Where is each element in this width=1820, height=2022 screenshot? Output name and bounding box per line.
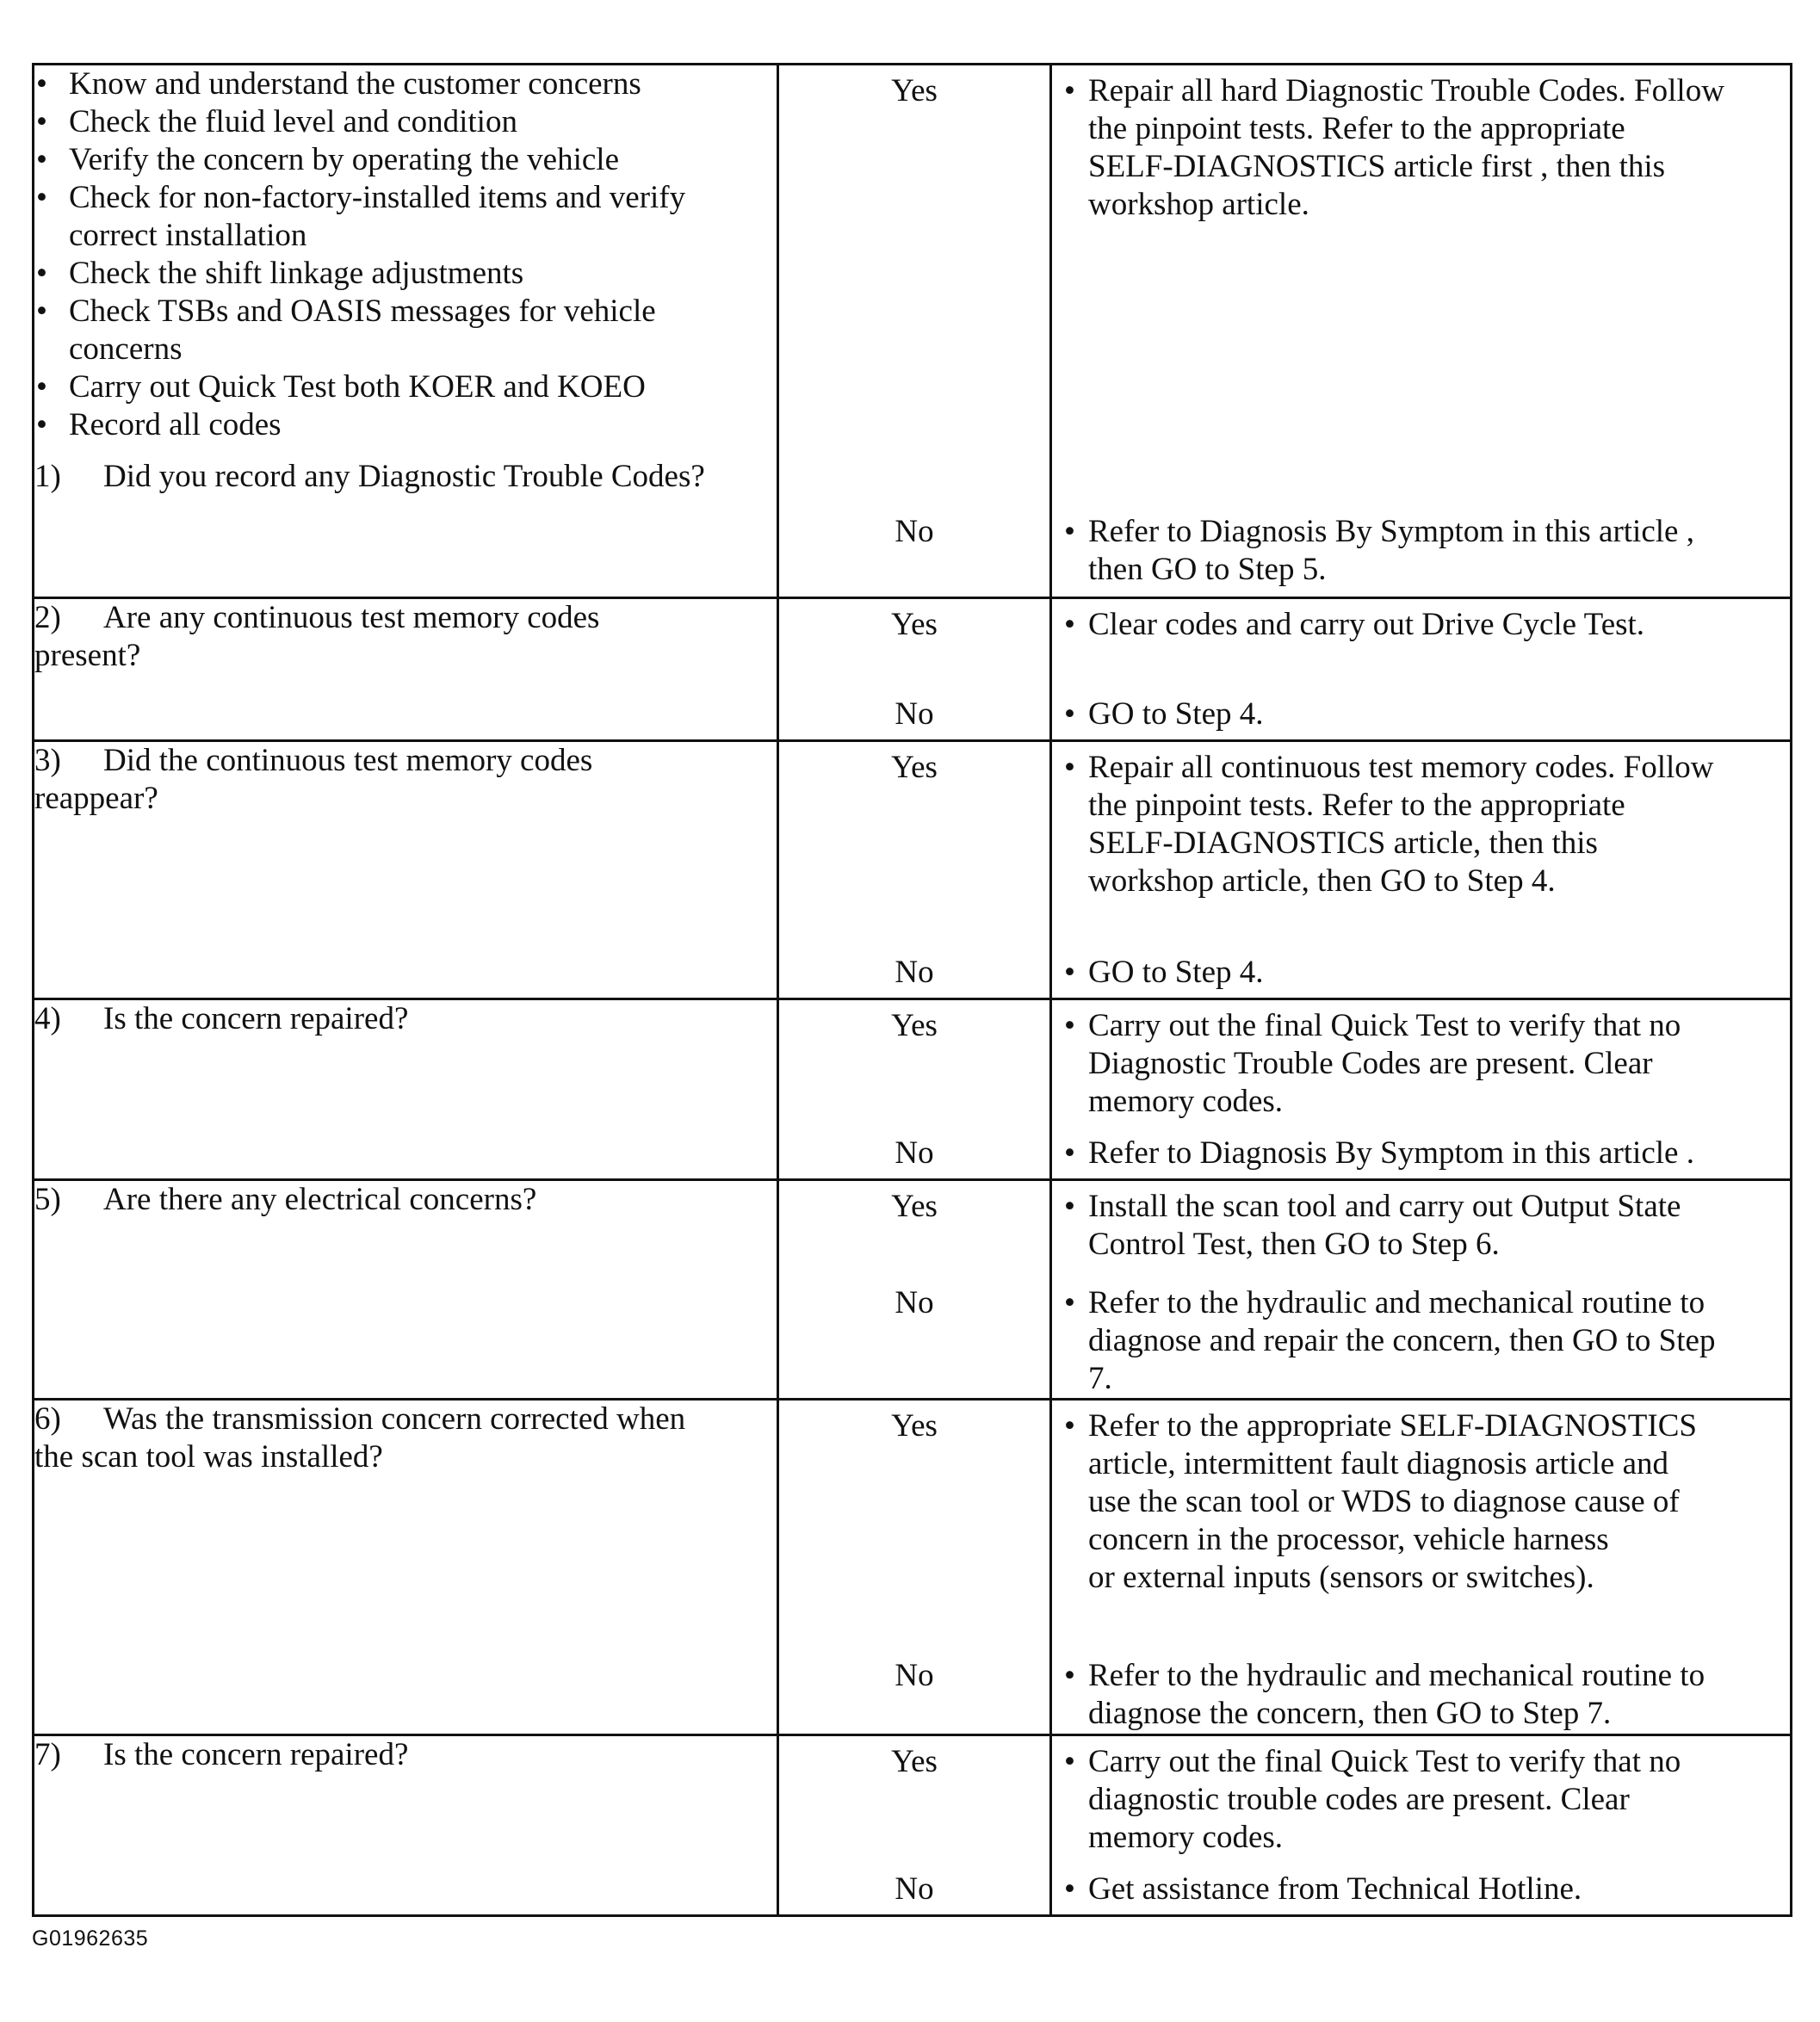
step-question (34, 458, 777, 496)
step-row-6 (34, 1400, 1792, 1735)
yes-action-text: • Repair all hard Diagnostic Trouble Codes. Follow (1088, 73, 1724, 108)
question-cell (34, 65, 778, 598)
no-action-text: • Refer to Diagnosis By Symptom in this article . (1088, 1135, 1694, 1171)
question-cell (34, 1400, 778, 1735)
answer-cell (778, 999, 1051, 1180)
yes-action (1064, 1007, 1781, 1121)
yes-action-text: • Install the scan tool and carry out Output State (1088, 1189, 1681, 1224)
question-text: 4) Is the concern repaired? (34, 1001, 409, 1036)
question-text: 3) Did the continuous test memory codes (34, 743, 593, 778)
yes-action (1064, 72, 1781, 224)
yes-action-text: • Repair all continuous test memory codes. Follow (1088, 750, 1714, 785)
yes-label: Yes (891, 73, 938, 108)
yes-action (1064, 1188, 1781, 1264)
response-cell (1051, 999, 1792, 1180)
no-label: No (895, 1135, 934, 1171)
figure-id: G01962635 (32, 1926, 149, 1951)
yes-action-text: the pinpoint tests. Refer to the appropriate (1088, 788, 1625, 823)
no-label: No (895, 1285, 934, 1320)
step-number: 2) (34, 600, 61, 635)
yes-label: Yes (891, 1408, 938, 1444)
no-action (1064, 1284, 1781, 1398)
yes-label: Yes (891, 1744, 938, 1779)
checklist-item-text: • Check the fluid level and condition (69, 104, 517, 139)
table-body (34, 65, 1792, 1916)
no-action (1064, 1657, 1781, 1733)
no-action-text: • Refer to the hydraulic and mechanical routine to (1088, 1658, 1705, 1693)
yes-action-text: or external inputs (sensors or switches). (1088, 1560, 1594, 1595)
no-action-text: diagnose the concern, then GO to Step 7. (1088, 1696, 1612, 1731)
yes-action-text: use the scan tool or WDS to diagnose cause of (1088, 1484, 1680, 1519)
no-action-text: • GO to Step 4. (1088, 696, 1264, 732)
diagnostic-table (32, 63, 1792, 1917)
yes-action (1064, 1743, 1781, 1857)
yes-action-text: concern in the processor, vehicle harness (1088, 1522, 1609, 1557)
yes-action-text: workshop article. (1088, 187, 1309, 222)
checklist-item (34, 293, 777, 368)
checklist-item-text: • Check TSBs and OASIS messages for vehicle (69, 294, 656, 329)
response-cell (1051, 1180, 1792, 1400)
checklist-item (34, 179, 777, 255)
question-cell (34, 1735, 778, 1916)
answer-cell (778, 1400, 1051, 1735)
no-action (1064, 1871, 1781, 1908)
checklist-item (34, 103, 777, 141)
checklist-item (34, 368, 777, 406)
spacer (34, 444, 777, 458)
checklist-item-text: • Verify the concern by operating the vehicle (69, 142, 620, 177)
question-text: 7) Is the concern repaired? (34, 1737, 409, 1772)
answer-cell (778, 1180, 1051, 1400)
question-text: reappear? (34, 781, 158, 816)
no-action (1064, 513, 1781, 589)
step-question (34, 1000, 777, 1038)
yes-action-text: • Carry out the final Quick Test to verify that no (1088, 1744, 1681, 1779)
yes-action-text: memory codes. (1088, 1820, 1284, 1855)
no-action-text: 7. (1088, 1361, 1112, 1396)
yes-action-text: article, intermittent fault diagnosis article and (1088, 1446, 1668, 1481)
step-question (34, 1736, 777, 1774)
question-text: 2) Are any continuous test memory codes (34, 600, 600, 635)
question-cell (34, 598, 778, 741)
step-row-4 (34, 999, 1792, 1180)
checklist-item-text: concerns (69, 331, 183, 367)
response-cell (1051, 598, 1792, 741)
answer-cell (778, 65, 1051, 598)
step-row-7 (34, 1735, 1792, 1916)
yes-label: Yes (891, 750, 938, 785)
step-question (34, 1181, 777, 1219)
step-number: 1) (34, 459, 61, 494)
step-number: 4) (34, 1001, 61, 1036)
step-row-1 (34, 65, 1792, 598)
no-action-text: • Get assistance from Technical Hotline. (1088, 1871, 1582, 1907)
no-label: No (895, 514, 934, 549)
yes-action-text: Control Test, then GO to Step 6. (1088, 1227, 1500, 1262)
no-label: No (895, 1871, 934, 1907)
step-number: 6) (34, 1401, 61, 1437)
step-question (34, 599, 777, 675)
checklist-item-text: • Check the shift linkage adjustments (69, 256, 524, 291)
yes-action-text: memory codes. (1088, 1084, 1284, 1119)
response-cell (1051, 65, 1792, 598)
no-action-text: • Refer to the hydraulic and mechanical routine to (1088, 1285, 1705, 1320)
yes-action-text: • Refer to the appropriate SELF-DIAGNOSTICS (1088, 1408, 1697, 1444)
yes-action (1064, 606, 1781, 644)
checklist-item-text: correct installation (69, 218, 307, 253)
yes-action-text: Diagnostic Trouble Codes are present. Clear (1088, 1046, 1653, 1081)
answer-cell (778, 1735, 1051, 1916)
checklist-item-text: • Record all codes (69, 407, 282, 442)
no-action (1064, 696, 1781, 733)
question-text: 6) Was the transmission concern corrected when (34, 1401, 686, 1437)
checklist-item (34, 255, 777, 293)
yes-action-text: SELF-DIAGNOSTICS article first , then this (1088, 149, 1666, 184)
question-cell (34, 999, 778, 1180)
checklist-item-text: • Check for non-factory-installed items and verify (69, 180, 686, 215)
yes-label: Yes (891, 1008, 938, 1043)
no-action-text: • GO to Step 4. (1088, 955, 1264, 990)
checklist-item-text: • Know and understand the customer concerns (69, 66, 641, 102)
step-number: 7) (34, 1737, 61, 1772)
no-label: No (895, 955, 934, 990)
response-cell (1051, 1735, 1792, 1916)
no-action-text: • Refer to Diagnosis By Symptom in this article , (1088, 514, 1694, 549)
yes-action-text: • Carry out the final Quick Test to verify that no (1088, 1008, 1681, 1043)
answer-cell (778, 741, 1051, 999)
yes-action-text: diagnostic trouble codes are present. Clear (1088, 1782, 1630, 1817)
question-text: 1) Did you record any Diagnostic Trouble Codes? (34, 459, 705, 494)
question-text: the scan tool was installed? (34, 1439, 383, 1475)
response-cell (1051, 741, 1792, 999)
no-action (1064, 954, 1781, 992)
yes-label: Yes (891, 1189, 938, 1224)
question-text: 5) Are there any electrical concerns? (34, 1182, 537, 1217)
yes-label: Yes (891, 607, 938, 642)
checklist-item-text: • Carry out Quick Test both KOER and KOEO (69, 369, 646, 405)
yes-action (1064, 749, 1781, 900)
response-cell (1051, 1400, 1792, 1735)
yes-action (1064, 1407, 1781, 1597)
checklist-item (34, 65, 777, 103)
step-row-3 (34, 741, 1792, 999)
step-number: 5) (34, 1182, 61, 1217)
question-cell (34, 741, 778, 999)
answer-cell (778, 598, 1051, 741)
no-action (1064, 1135, 1781, 1172)
yes-action-text: • Clear codes and carry out Drive Cycle Test. (1088, 607, 1645, 642)
yes-action-text: SELF-DIAGNOSTICS article, then this (1088, 825, 1598, 861)
no-label: No (895, 1658, 934, 1693)
no-label: No (895, 696, 934, 732)
question-text: present? (34, 638, 141, 673)
step-number: 3) (34, 743, 61, 778)
checklist-item (34, 141, 777, 179)
step-row-2 (34, 598, 1792, 741)
step-row-5 (34, 1180, 1792, 1400)
step-question (34, 742, 777, 818)
checklist (34, 65, 777, 444)
no-action-text: then GO to Step 5. (1088, 552, 1327, 587)
yes-action-text: workshop article, then GO to Step 4. (1088, 863, 1556, 899)
step-question (34, 1401, 777, 1476)
question-cell (34, 1180, 778, 1400)
checklist-item (34, 406, 777, 444)
no-action-text: diagnose and repair the concern, then GO to Step (1088, 1323, 1716, 1358)
yes-action-text: the pinpoint tests. Refer to the appropriate (1088, 111, 1625, 146)
